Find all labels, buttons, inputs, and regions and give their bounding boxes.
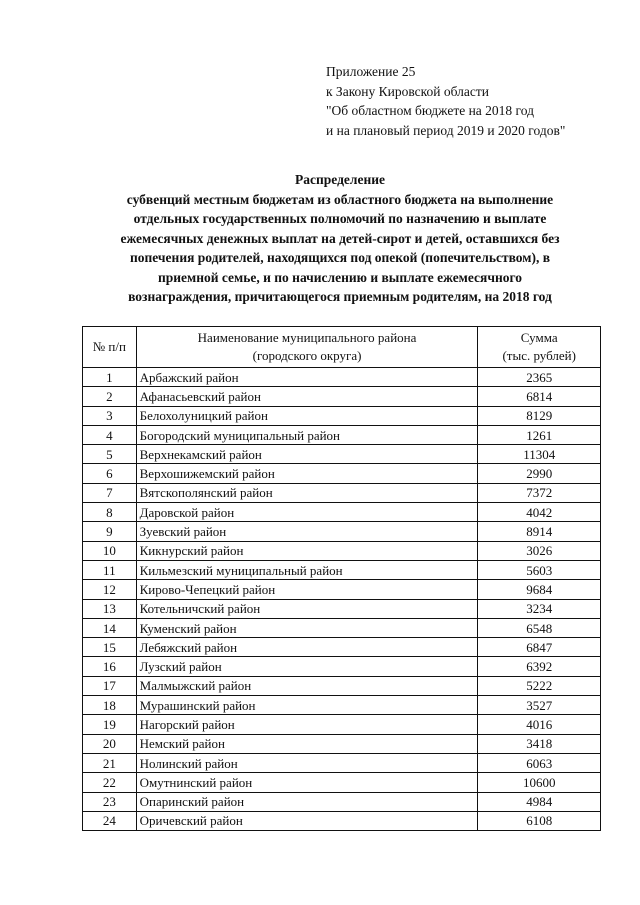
row-num: 12	[83, 580, 137, 599]
row-sum: 2365	[478, 368, 601, 387]
row-num: 4	[83, 425, 137, 444]
row-num: 11	[83, 560, 137, 579]
header-name	[136, 327, 478, 368]
row-sum: 6548	[478, 618, 601, 637]
row-sum: 3234	[478, 599, 601, 618]
row-name: Кикнурский район	[136, 541, 478, 560]
table-row	[83, 715, 601, 734]
row-name: Кирово-Чепецкий район	[136, 580, 478, 599]
heading-line: субвенций местным бюджетам из областного бюджета на выполнение	[126, 191, 554, 207]
row-name: Верхошижемский район	[136, 464, 478, 483]
heading-line: отдельных государственных полномочий по назначению и выплате	[133, 211, 547, 226]
row-sum: 6847	[478, 638, 601, 657]
table-row	[83, 734, 601, 753]
table-header-row	[83, 327, 601, 368]
row-sum: 3418	[478, 734, 601, 753]
row-name: Малмыжский район	[136, 676, 478, 695]
appendix-line: "Об областном бюджете на 2018 год	[326, 103, 534, 118]
table-row	[83, 445, 601, 464]
row-num: 8	[83, 503, 137, 522]
row-num: 18	[83, 696, 137, 715]
table-row	[83, 657, 601, 676]
header-sum-line1: Сумма	[520, 330, 558, 345]
table-row	[83, 483, 601, 502]
row-sum: 9684	[478, 580, 601, 599]
row-num: 22	[83, 773, 137, 792]
row-sum: 3026	[478, 541, 601, 560]
table-row	[83, 425, 601, 444]
row-sum: 11304	[478, 445, 601, 464]
row-sum: 2990	[478, 464, 601, 483]
row-name: Мурашинский район	[136, 696, 478, 715]
row-sum: 8129	[478, 406, 601, 425]
row-name: Лебяжский район	[136, 638, 478, 657]
heading-line: ежемесячных денежных выплат на детей-сирот и детей, оставшихся без	[120, 230, 560, 246]
row-name: Нагорский район	[136, 715, 478, 734]
table-row	[83, 560, 601, 579]
table-row	[83, 792, 601, 811]
heading-line: попечения родителей, находящихся под опекой (попечительством), в	[129, 250, 551, 265]
row-name: Нолинский район	[136, 753, 478, 772]
row-num: 23	[83, 792, 137, 811]
row-sum: 8914	[478, 522, 601, 541]
row-sum: 6814	[478, 387, 601, 406]
table-row	[83, 368, 601, 387]
row-name: Вятскополянский район	[136, 483, 478, 502]
row-sum: 6063	[478, 753, 601, 772]
appendix-line: Приложение 25	[326, 64, 416, 79]
row-name: Оричевский район	[136, 811, 478, 830]
row-name: Зуевский район	[136, 522, 478, 541]
appendix-block	[326, 62, 565, 140]
document-heading	[80, 170, 600, 307]
row-name: Афанасьевский район	[136, 387, 478, 406]
row-name: Даровской район	[136, 503, 478, 522]
row-num: 16	[83, 657, 137, 676]
table-row	[83, 638, 601, 657]
row-sum: 3527	[478, 696, 601, 715]
table-row	[83, 753, 601, 772]
heading-title: Распределение	[294, 172, 386, 187]
row-sum: 7372	[478, 483, 601, 502]
row-name: Верхнекамский район	[136, 445, 478, 464]
table-row	[83, 618, 601, 637]
row-num: 15	[83, 638, 137, 657]
table-row	[83, 541, 601, 560]
row-num: 19	[83, 715, 137, 734]
row-num: 2	[83, 387, 137, 406]
heading-line: приемной семье, и по начислению и выплате ежемесячного	[157, 269, 523, 285]
table-row	[83, 676, 601, 695]
row-num: 5	[83, 445, 137, 464]
row-name: Кильмезский муниципальный район	[136, 560, 478, 579]
row-num: 20	[83, 734, 137, 753]
row-num: 13	[83, 599, 137, 618]
row-num: 21	[83, 753, 137, 772]
row-name: Немский район	[136, 734, 478, 753]
row-sum: 4984	[478, 792, 601, 811]
row-name: Куменский район	[136, 618, 478, 637]
header-sum-line2: (тыс. рублей)	[502, 348, 576, 363]
row-sum: 5603	[478, 560, 601, 579]
row-name: Лузский район	[136, 657, 478, 676]
row-num: 14	[83, 618, 137, 637]
distribution-table	[82, 326, 601, 831]
header-name-line2: (городского округа)	[252, 348, 362, 363]
table-row	[83, 406, 601, 425]
row-num: 3	[83, 406, 137, 425]
header-num: № п/п	[83, 327, 137, 368]
row-num: 1	[83, 368, 137, 387]
row-sum: 6108	[478, 811, 601, 830]
header-name-line1: Наименование муниципального района	[197, 330, 417, 345]
table-row	[83, 696, 601, 715]
table-row	[83, 599, 601, 618]
row-num: 24	[83, 811, 137, 830]
table-row	[83, 503, 601, 522]
row-num: 7	[83, 483, 137, 502]
table-body	[83, 368, 601, 831]
row-num: 6	[83, 464, 137, 483]
row-sum: 4016	[478, 715, 601, 734]
appendix-line: и на плановый период 2019 и 2020 годов"	[326, 122, 566, 138]
row-num: 9	[83, 522, 137, 541]
row-sum: 6392	[478, 657, 601, 676]
row-num: 17	[83, 676, 137, 695]
table-row	[83, 811, 601, 830]
header-sum	[478, 327, 601, 368]
row-name: Котельничский район	[136, 599, 478, 618]
table-row	[83, 522, 601, 541]
row-name: Богородский муниципальный район	[136, 425, 478, 444]
row-name: Омутнинский район	[136, 773, 478, 792]
row-num: 10	[83, 541, 137, 560]
table-row	[83, 773, 601, 792]
row-sum: 5222	[478, 676, 601, 695]
table-row	[83, 580, 601, 599]
row-name: Арбажский район	[136, 368, 478, 387]
row-sum: 4042	[478, 503, 601, 522]
row-sum: 1261	[478, 425, 601, 444]
table-row	[83, 464, 601, 483]
heading-line: вознаграждения, причитающегося приемным родителям, на 2018 год	[128, 289, 552, 304]
row-name: Опаринский район	[136, 792, 478, 811]
row-sum: 10600	[478, 773, 601, 792]
row-name: Белохолуницкий район	[136, 406, 478, 425]
table-row	[83, 387, 601, 406]
appendix-line: к Закону Кировской области	[326, 83, 490, 99]
